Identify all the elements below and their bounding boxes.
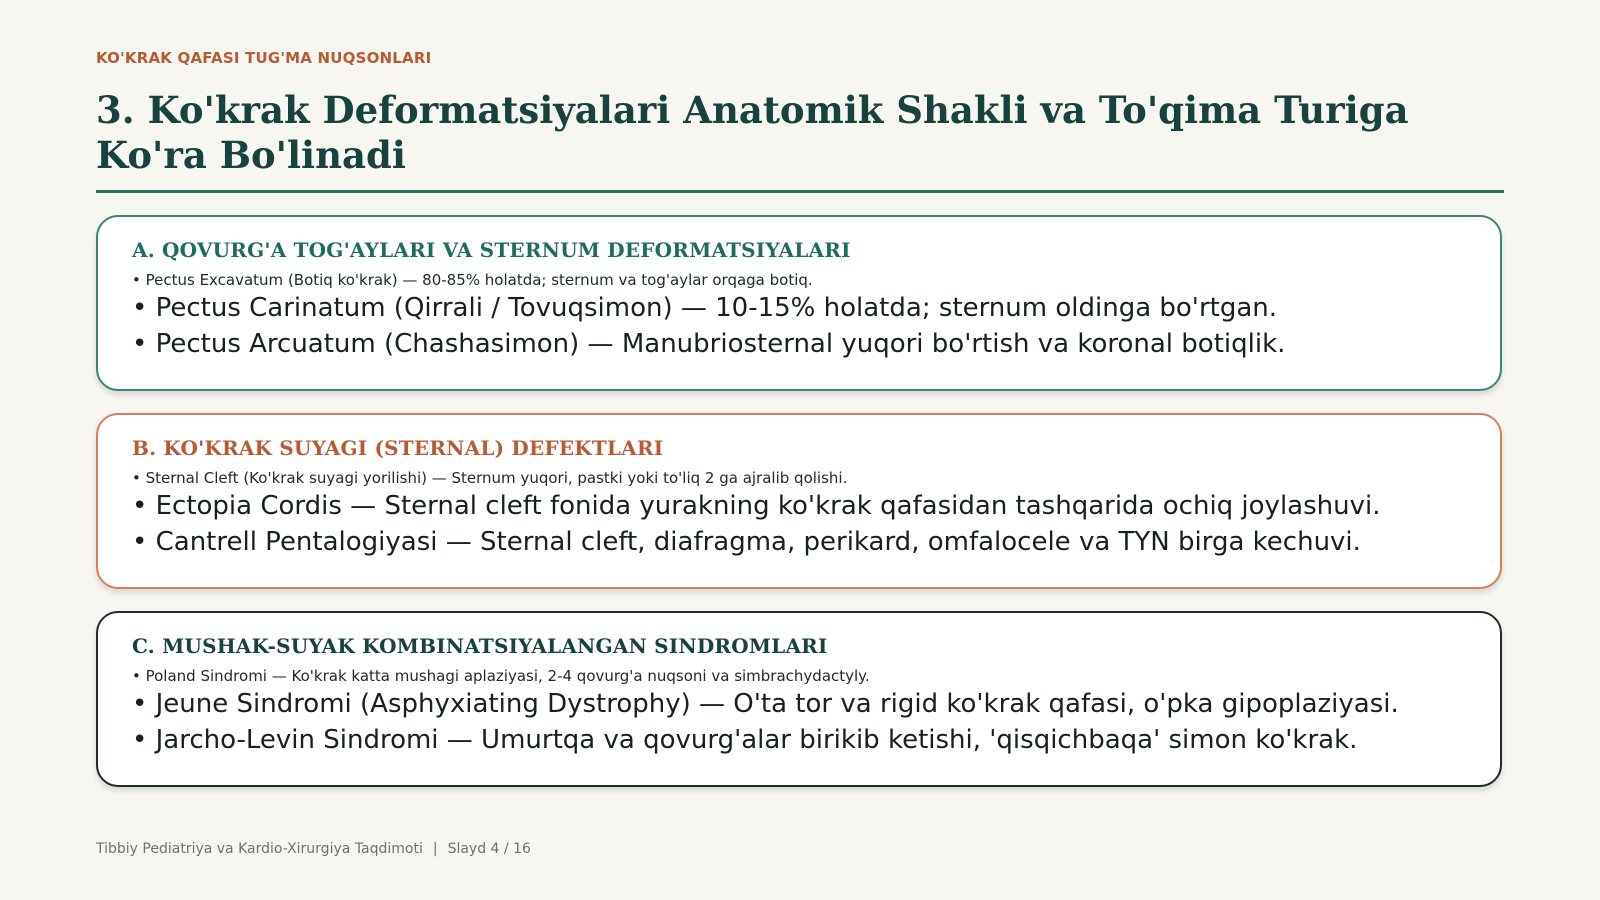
card-heading: A. QOVURG'A TOG'AYLARI VA STERNUM DEFORMATSIYALARI — [132, 238, 851, 262]
card-musculoskeletal-syndromes — [96, 611, 1502, 787]
card-bullet-small: • Poland Sindromi — Ko'krak katta mushagi aplaziyasi, 2-4 qovurg'a nuqsoni va simbrachydactyly. — [132, 667, 870, 685]
section-eyebrow: KO'KRAK QAFASI TUG'MA NUQSONLARI — [96, 49, 432, 67]
slide-title: 3. Ko'krak Deformatsiyalari Anatomik Shakli va To'qima Turiga Ko'ra Bo'linadi — [96, 88, 1409, 177]
card-bullet: • Jarcho-Levin Sindromi — Umurtqa va qovurg'alar birikib ketishi, 'qisqichbaqa' simon ko'krak. — [132, 725, 1358, 755]
card-sternal-defects — [96, 413, 1502, 589]
title-divider — [96, 190, 1504, 193]
card-heading: C. MUSHAK-SUYAK KOMBINATSIYALANGAN SINDROMLARI — [132, 634, 828, 658]
card-rib-sternum-deformations — [96, 215, 1502, 391]
card-bullet: • Ectopia Cordis — Sternal cleft fonida yurakning ko'krak qafasidan tashqarida ochiq joylashuvi. — [132, 491, 1381, 521]
slide-footer — [96, 841, 531, 857]
card-bullet-small: • Pectus Excavatum (Botiq ko'krak) — 80-85% holatda; sternum va tog'aylar orqaga botiq. — [132, 271, 813, 289]
card-bullet: • Jeune Sindromi (Asphyxiating Dystrophy) — O'ta tor va rigid ko'krak qafasi, o'pka gipoplaziyasi. — [132, 689, 1399, 719]
slide — [96, 0, 1504, 900]
card-heading: B. KO'KRAK SUYAGI (STERNAL) DEFEKTLARI — [132, 436, 664, 460]
card-bullet: • Pectus Arcuatum (Chashasimon) — Manubriosternal yuqori bo'rtish va koronal botiqlik. — [132, 329, 1286, 359]
footer-course: Tibbiy Pediatriya va Kardio-Xirurgiya Taqdimoti — [96, 841, 423, 857]
card-bullet: • Pectus Carinatum (Qirrali / Tovuqsimon) — 10-15% holatda; sternum oldinga bo'rtgan. — [132, 293, 1278, 323]
footer-slide-number: Slayd 4 / 16 — [447, 841, 531, 857]
card-bullet-small: • Sternal Cleft (Ko'krak suyagi yorilishi) — Sternum yuqori, pastki yoki to'liq 2 ga ajralib qolishi. — [132, 469, 848, 487]
footer-separator: | — [432, 841, 438, 857]
card-bullet: • Cantrell Pentalogiyasi — Sternal cleft, diafragma, perikard, omfalocele va TYN birga kechuvi. — [132, 527, 1361, 557]
